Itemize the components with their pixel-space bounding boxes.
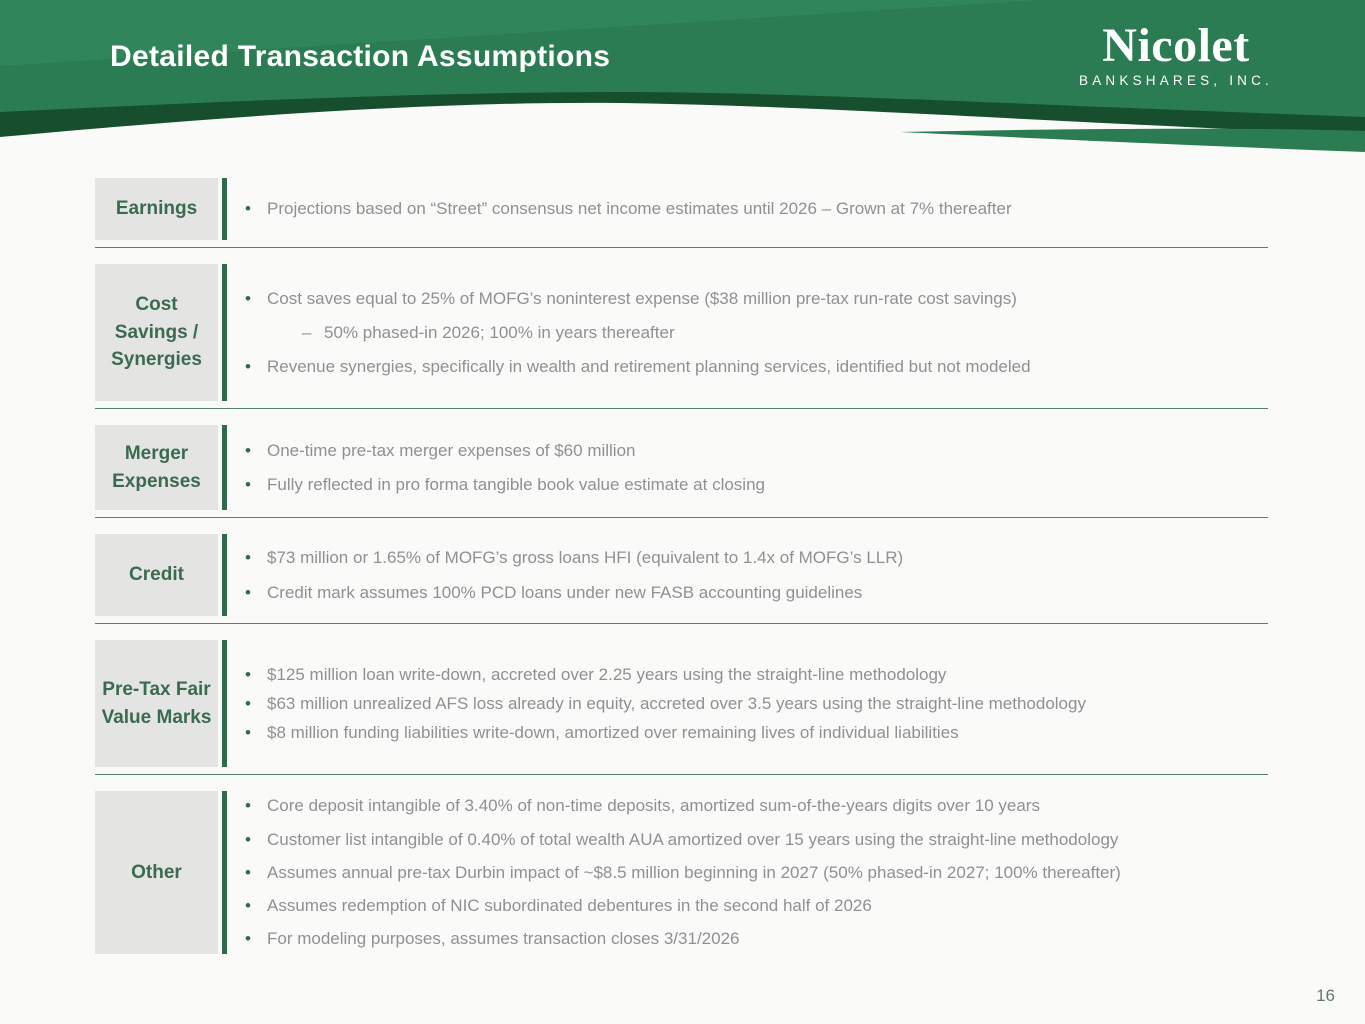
bullet-text: One-time pre-tax merger expenses of $60 million (267, 440, 636, 460)
section-label-other: Other (95, 791, 218, 954)
bullet-text: Cost saves equal to 25% of MOFG’s noninterest expense ($38 million pre-tax run-rate cost savings) (267, 288, 1017, 308)
page-number: 16 (1316, 986, 1335, 1005)
section-divider (95, 774, 1268, 775)
bullet-item (245, 693, 1268, 714)
section-label-merger-expenses: Merger Expenses (95, 425, 218, 510)
section-label-credit: Credit (95, 534, 218, 616)
bullet-text: 50% phased-in 2026; 100% in years thereafter (324, 322, 675, 342)
bullet-icon: • (245, 288, 251, 308)
bullet-item (245, 198, 1268, 219)
section-bullet-list (227, 791, 1268, 954)
section-bullet-list (227, 425, 1268, 510)
bullet-icon: • (245, 357, 251, 377)
bullet-text: $73 million or 1.65% of MOFG’s gross loans HFI (equivalent to 1.4x of MOFG’s LLR) (267, 548, 904, 568)
bullet-text: Customer list intangible of 0.40% of total wealth AUA amortized over 15 years using the straight-line methodology (267, 829, 1119, 849)
section-row-credit (95, 534, 1268, 616)
page-title: Detailed Transaction Assumptions (110, 40, 611, 73)
section-row-merger-expenses (95, 425, 1268, 510)
bullet-item (245, 722, 1268, 743)
bullet-icon: • (245, 548, 251, 568)
sub-bullet-item (245, 322, 1268, 343)
bullet-icon: • (245, 723, 251, 743)
bullet-icon: • (245, 582, 251, 602)
section-divider (95, 408, 1268, 409)
bullet-item (245, 928, 1268, 949)
section-label-cost-savings-synergies: Cost Savings / Synergies (95, 264, 218, 401)
section-row-pre-tax-fair-value-marks (95, 640, 1268, 767)
section-divider (95, 247, 1268, 248)
section-label-earnings: Earnings (95, 178, 218, 240)
bullet-item (245, 288, 1268, 309)
logo-subtitle: BANKSHARES, INC. (1079, 73, 1273, 88)
section-bullet-list (227, 534, 1268, 616)
bullet-icon: • (245, 664, 251, 684)
bullet-icon: • (245, 829, 251, 849)
section-bullet-list (227, 178, 1268, 240)
bullet-text: Assumes annual pre-tax Durbin impact of ~$8.5 million beginning in 2027 (50% phased-in 2027; 100% thereafter) (267, 862, 1121, 882)
bullet-icon: • (245, 693, 251, 713)
bullet-item (245, 895, 1268, 916)
bullet-icon: • (245, 796, 251, 816)
bullet-item (245, 440, 1268, 461)
bullet-item (245, 829, 1268, 850)
bullet-icon: • (245, 862, 251, 882)
bullet-text: Projections based on “Street” consensus net income estimates until 2026 – Grown at 7% thereafter (267, 199, 1012, 219)
bullet-text: $63 million unrealized AFS loss already in equity, accreted over 3.5 years using the straight-line methodology (267, 693, 1086, 713)
bullet-icon: • (245, 199, 251, 219)
section-row-other (95, 791, 1268, 954)
bullet-text: Assumes redemption of NIC subordinated debentures in the second half of 2026 (267, 896, 872, 916)
nicolet-logo (1079, 19, 1273, 88)
bullet-text: Fully reflected in pro forma tangible book value estimate at closing (267, 475, 765, 494)
logo-wordmark: Nicolet (1102, 19, 1250, 72)
dash-icon: – (302, 322, 312, 342)
section-row-earnings (95, 178, 1268, 240)
section-divider (95, 623, 1268, 624)
bullet-item (245, 547, 1268, 568)
section-divider (95, 517, 1268, 518)
bullet-item (245, 356, 1268, 377)
bullet-icon: • (245, 896, 251, 916)
bullet-icon: • (245, 440, 251, 460)
bullet-text: Revenue synergies, specifically in wealth and retirement planning services, identified but not modeled (267, 357, 1031, 377)
bullet-text: $125 million loan write-down, accreted over 2.25 years using the straight-line methodology (267, 664, 947, 684)
bullet-text: Credit mark assumes 100% PCD loans under new FASB accounting guidelines (267, 582, 863, 602)
bullet-icon: • (245, 929, 251, 949)
section-label-pre-tax-fair-value-marks: Pre-Tax Fair Value Marks (95, 640, 218, 767)
bullet-text: Core deposit intangible of 3.40% of non-time deposits, amortized sum-of-the-years digits over 10 years (267, 796, 1040, 816)
bullet-item (245, 474, 1268, 495)
bullet-item (245, 582, 1268, 603)
bullet-icon: • (245, 475, 251, 494)
bullet-text: For modeling purposes, assumes transaction closes 3/31/2026 (267, 929, 740, 949)
header-banner (0, 0, 1365, 160)
section-bullet-list (227, 264, 1268, 401)
bullet-text: $8 million funding liabilities write-down, amortized over remaining lives of individual liabilities (267, 723, 959, 743)
bullet-item (245, 795, 1268, 816)
assumptions-table (95, 178, 1268, 954)
section-bullet-list (227, 640, 1268, 767)
bullet-item (245, 664, 1268, 685)
section-row-cost-savings-synergies (95, 264, 1268, 401)
bullet-item (245, 862, 1268, 883)
